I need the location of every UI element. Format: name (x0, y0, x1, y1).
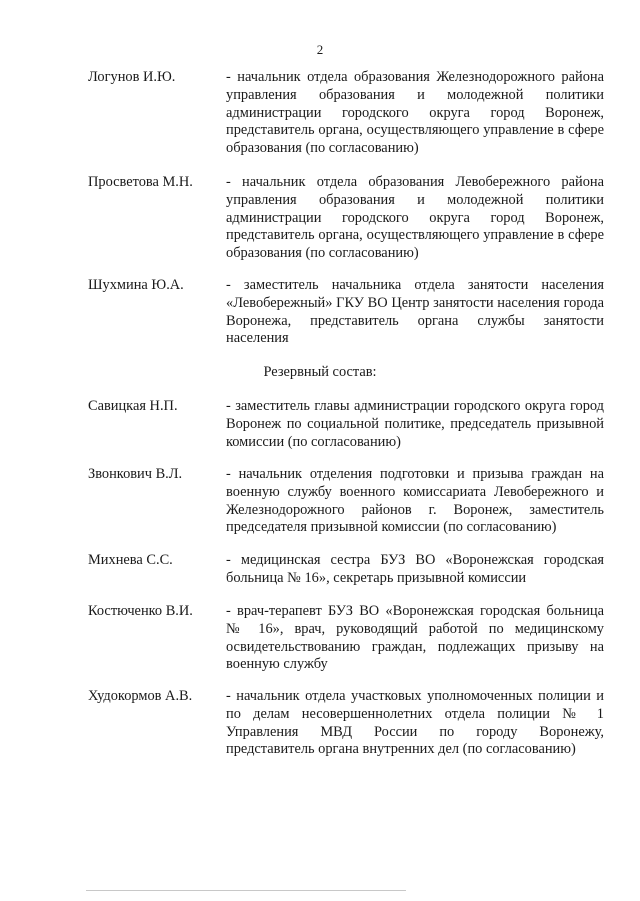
member-name: Михнева С.С. (88, 552, 173, 568)
member-name: Звонкович В.Л. (88, 466, 183, 482)
member-description: - врач-терапевт БУЗ ВО «Воронежская городская больница № 16», врач, руководящий работой по медицинскому освидетельствованию граждан, подлежащих призыву на военную службу (226, 603, 604, 673)
member-description: - медицинская сестра БУЗ ВО «Воронежская городская больница № 16», секретарь призывной комиссии (226, 552, 604, 586)
member-name: Просветова М.Н. (88, 174, 193, 190)
footer-divider (86, 890, 406, 891)
member-name: Шухмина Ю.А. (88, 277, 184, 293)
member-description: - заместитель начальника отдела занятости населения «Левобережный» ГКУ ВО Центр занятости населения города Воронежа, представитель органа службы занятости населения (226, 277, 604, 347)
member-description: - начальник отделения подготовки и призыва граждан на военную службу военного комиссариата Левобережного и Железнодорожного районов г. Воронеж, заместитель председателя призывной комиссии (по согласованию) (226, 466, 604, 536)
member-name: Логунов И.Ю. (88, 69, 176, 85)
reserve-heading: Резервный состав: (263, 364, 377, 380)
member-description: - начальник отдела образования Левобережного района управления образования и молодежной политики администрации городского округа город Воронеж, представитель органа, осуществляющего управление в сфере образования (по согласованию) (226, 174, 604, 262)
member-description: - начальник отдела образования Железнодорожного района управления образования и молодежной политики администрации городского округа город Воронеж, представитель органа, осуществляющего управление в сфере образования (по согласованию) (226, 69, 604, 157)
member-description: - заместитель главы администрации городского округа город Воронеж по социальной политике, председатель призывной комиссии (по согласованию) (226, 398, 604, 450)
member-name: Савицкая Н.П. (88, 398, 178, 414)
member-name: Худокормов А.В. (88, 688, 193, 704)
member-description: - начальник отдела участковых уполномоченных полиции и по делам несовершеннолетних отдела полиции № 1 Управления МВД России по городу Воронежу, представитель органа внутренних дел (по согласованию) (226, 688, 604, 758)
page-number: 2 (316, 42, 324, 57)
member-name: Костюченко В.И. (88, 603, 193, 619)
